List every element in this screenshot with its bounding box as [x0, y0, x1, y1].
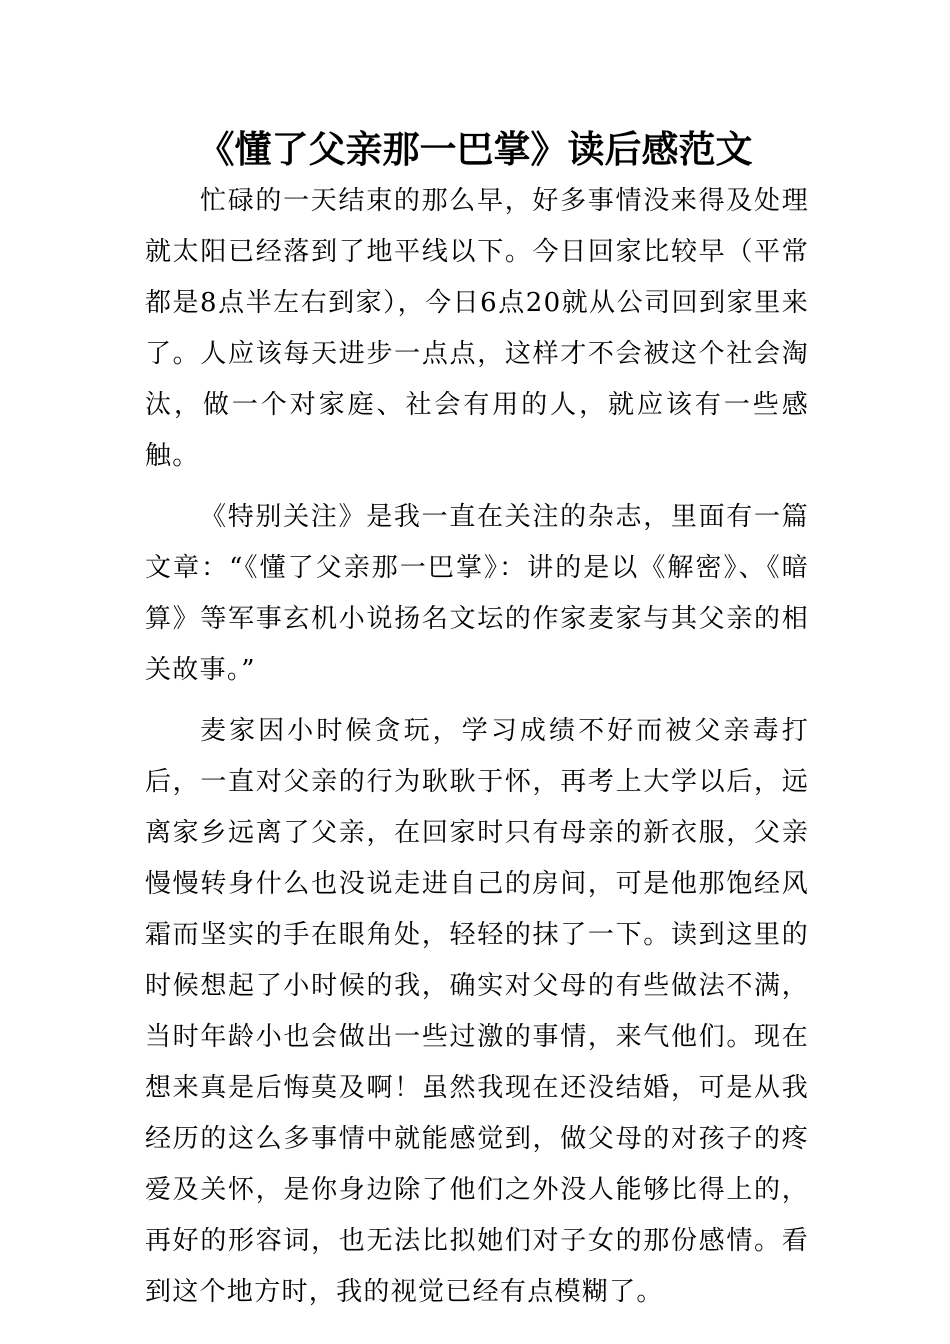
paragraph-3: 麦家因小时候贪玩，学习成绩不好而被父亲毒打后，一直对父亲的行为耿耿于怀，再考上大学以后，远离家乡远离了父亲，在回家时只有母亲的新衣服，父亲慢慢转身什么也没说走进自己的房间，可是他那饱经风霜而坚实的手在眼角处，轻轻的抹了一下。读到这里的时候想起了小时候的我，确实对父母的有些做法不满，当时年龄小也会做出一些过激的事情，来气他们。现在想来真是后悔莫及啊！虽然我现在还没结婚，可是从我经历的这么多事情中就能感觉到，做父母的对孩子的疼爱及关怀，是你身边除了他们之外没人能够比得上的，再好的形容词，也无法比拟她们对子女的那份感情。看到这个地方时，我的视觉已经有点模糊了。	[145, 716, 809, 1307]
document-body	[145, 176, 809, 1318]
document-title: 《懂了父亲那一巴掌》读后感范文	[197, 128, 753, 171]
paragraph-2: 《特别关注》是我一直在关注的杂志，里面有一篇文章：“《懂了父亲那一巴掌》：讲的是以《解密》、《暗算》等军事玄机小说扬名文坛的作家麦家与其父亲的相关故事。”	[145, 502, 809, 685]
paragraph-1: 忙碌的一天结束的那么早，好多事情没来得及处理就太阳已经落到了地平线以下。今日回家比较早（平常都是8点半左右到家），今日6点20就从公司回到家里来了。人应该每天进步一点点，这样才不会被这个社会淘汰，做一个对家庭、社会有用的人，就应该有一些感触。	[145, 186, 809, 471]
